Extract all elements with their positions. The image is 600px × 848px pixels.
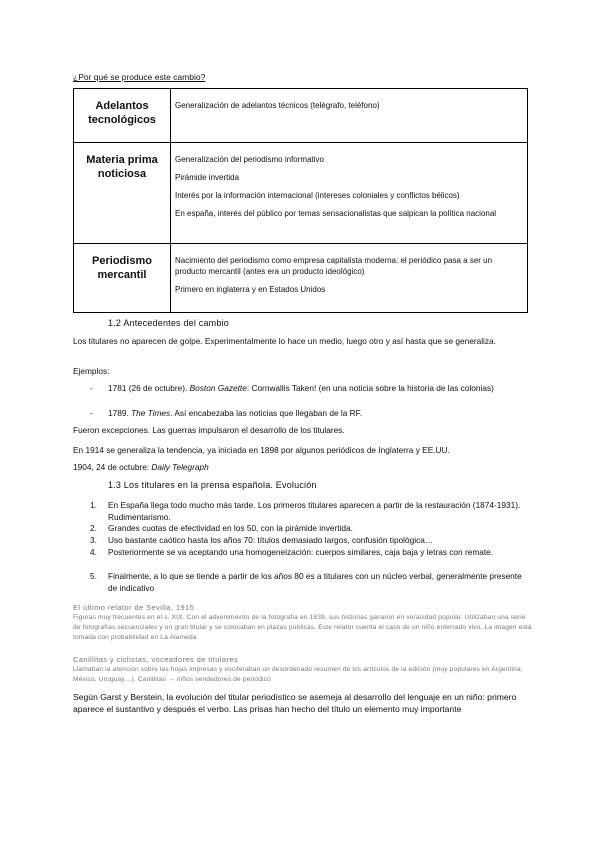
bullet-mark: - bbox=[90, 383, 93, 393]
causes-table bbox=[73, 88, 528, 313]
newspaper-name: The Times bbox=[131, 408, 171, 418]
row-label: Adelantos tecnológicos bbox=[74, 89, 171, 143]
section-heading: 1.2 Antecedentes del cambio bbox=[108, 318, 229, 328]
caption-body: Figuras muy frecuentes en el s. XIX. Con el advenimiento de la fotografía en 1839, sus historias ganaron en veracidad popular. Utilizaban una serie de fotografías secuenciales y un gran titular y se colocaban en plazas públicas. Este relator cuenta el caso de un niño enterrado vivo. La imagen está tomada con probabilidad en La Alameda bbox=[73, 614, 532, 641]
newspaper-name: Boston Gazette bbox=[189, 383, 247, 393]
paragraph: Fueron excepciones. Las guerras impulsaron el desarrollo de los titulares. bbox=[73, 425, 345, 435]
table-row bbox=[74, 244, 528, 313]
table-row bbox=[74, 143, 528, 244]
row-label: Periodismo mercantil bbox=[74, 244, 171, 313]
row-content bbox=[171, 244, 528, 313]
list-item: 1. En España llega todo mucho más tarde. Los primeros titulares aparecen a partir de la restauración (1874-1931). Rudimentarismo. bbox=[90, 500, 521, 522]
section-heading: 1.3 Los titulares en la prensa española. Evolución bbox=[108, 480, 317, 490]
row-item: Generalización del periodismo informativo bbox=[175, 155, 324, 164]
row-item: Interés por la información internacional (intereses coloniales y conflictos bélicos) bbox=[175, 191, 460, 200]
row-content bbox=[171, 143, 528, 244]
list-item: 3. Uso bastante caótico hasta los años 70: títulos demasiado largos, confusión tipológica… bbox=[90, 535, 434, 545]
paragraph: Según Garst y Berstein, la evolución del titular periodístico se asemeja al desarrollo del lenguaje en un niño: primero aparece el sustantivo y después el verbo. Las prisas han hecho del título un elemento muy importante bbox=[73, 692, 517, 714]
bullet-mark: - bbox=[90, 408, 93, 418]
list-item: - 1781 (26 de octubre). Boston Gazette: Cornwallis Taken! (en una noticia sobre la historia de las colonias) bbox=[90, 383, 494, 393]
list-item: 5. Finalmente, a lo que se tiende a partir de los años 80 es a titulares con un núcleo verbal, generalmente presente de indicativo bbox=[90, 571, 522, 593]
paragraph: En 1914 se generaliza la tendencia, ya iniciada en 1898 por algunos periódicos de Inglaterra y EE.UU. bbox=[73, 445, 450, 455]
row-item: Primero en inglaterra y en Estados Unidos bbox=[175, 285, 326, 294]
list-item: 4. Posteriormente se va aceptando una homogeneización: cuerpos similares, caja baja y letras con remate. bbox=[90, 547, 494, 557]
row-label: Materia prima noticiosa bbox=[74, 143, 171, 244]
table-row bbox=[74, 89, 528, 143]
examples-label: Ejemplos: bbox=[73, 366, 110, 376]
paragraph: 1904, 24 de octubre: Daily Telegraph bbox=[73, 462, 209, 472]
image-caption bbox=[73, 603, 533, 643]
row-content bbox=[171, 89, 528, 143]
newspaper-name: Daily Telegraph bbox=[151, 462, 209, 472]
row-item: Nacimiento del periodismo como empresa capitalista moderna: el periódico pasa a ser un producto mercantil (antes era un producto ideológico) bbox=[175, 256, 493, 276]
list-item: - 1789. The Times. Así encabezaba las noticias que llegaban de la RF. bbox=[90, 408, 363, 418]
caption-title: El último relator de Sevilla, 1915 bbox=[73, 603, 195, 612]
caption-body: Llamaban la atención sobre las hojas impresas y vociferaban un desordenado resumen de los artículos de la edición (muy populares en Argentina, México, Uruguay…). Canillitas → niños vendedores de periódico bbox=[73, 666, 523, 683]
paragraph: Los titulares no aparecen de golpe. Experimentalmente lo hace un medio, luego otro y así hasta que se generaliza. bbox=[73, 336, 496, 346]
question-heading: ¿Por qué se produce este cambio? bbox=[73, 72, 206, 82]
row-item: Pirámide invertida bbox=[175, 173, 240, 182]
row-item: En españa, interés del público por temas sensacionalistas que salpican la política nacional bbox=[175, 209, 497, 218]
list-item: 2. Grandes cuotas de efectividad en los 50, con la pirámide invertida. bbox=[90, 523, 353, 533]
caption-title: Canillitas y ciclistas, voceadores de titulares bbox=[73, 655, 239, 664]
image-caption bbox=[73, 655, 533, 685]
row-item: Generalización de adelantos técnicos (telégrafo, teléfono) bbox=[175, 101, 380, 110]
